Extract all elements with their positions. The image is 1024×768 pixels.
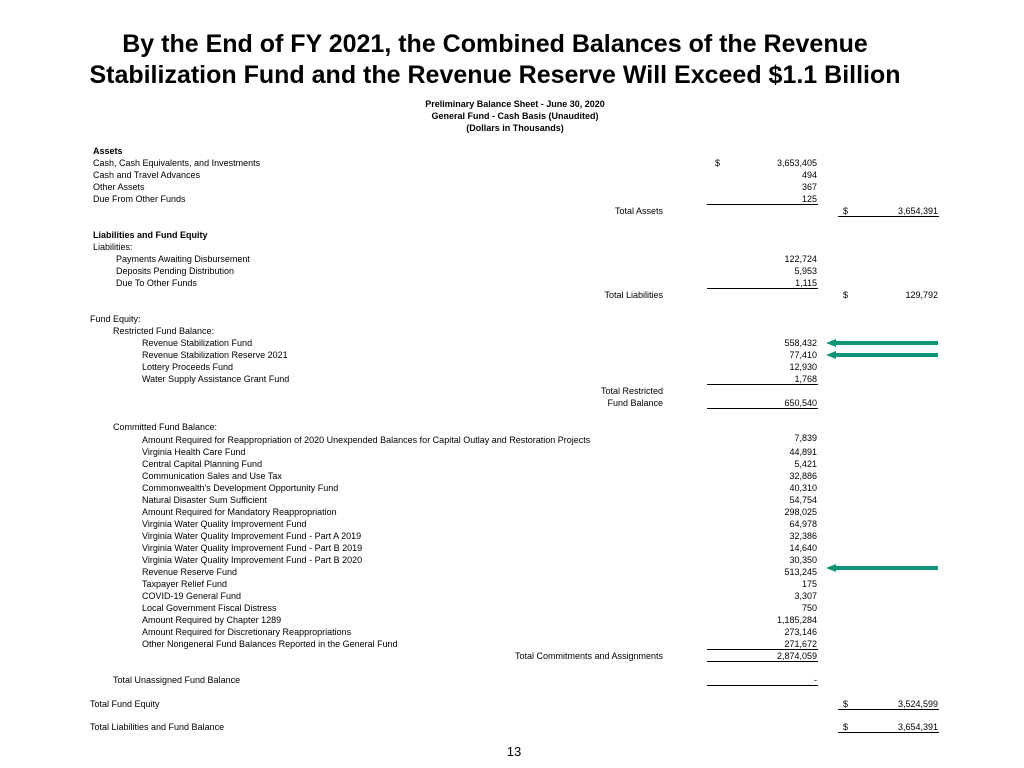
total-rule [838, 216, 939, 217]
restricted-value: 558,432 [784, 338, 817, 348]
total-fund-equity-label: Total Fund Equity [90, 699, 160, 709]
committed-value: 271,672 [784, 639, 817, 649]
asset-value: 125 [801, 194, 817, 204]
asset-label: Other Assets [93, 182, 145, 192]
unassigned-value: - [814, 675, 817, 685]
asset-label: Due From Other Funds [93, 194, 186, 204]
sheet-subtitle: General Fund - Cash Basis (Unaudited) [431, 111, 599, 121]
subtotal-rule [707, 288, 818, 289]
committed-value: 513,245 [784, 567, 817, 577]
committed-label: Taxpayer Relief Fund [142, 579, 228, 589]
assets-heading: Assets [93, 146, 123, 156]
asset-value: 494 [801, 170, 817, 180]
asset-label: Cash, Cash Equivalents, and Investments [93, 158, 261, 168]
subtotal-rule [707, 685, 818, 686]
unassigned-label: Total Unassigned Fund Balance [113, 675, 241, 685]
restricted-label: Revenue Stabilization Fund [142, 338, 253, 348]
restricted-value: 1,768 [794, 374, 817, 384]
sheet-title: Preliminary Balance Sheet - June 30, 2020 [425, 99, 605, 109]
highlight-arrow-icon [826, 564, 940, 572]
total-liabilities-value: 129,792 [905, 290, 938, 300]
restricted-label: Revenue Stabilization Reserve 2021 [142, 350, 288, 360]
committed-label: Central Capital Planning Fund [142, 459, 263, 469]
committed-label: Virginia Health Care Fund [142, 447, 246, 457]
committed-label: Revenue Reserve Fund [142, 567, 238, 577]
liability-value: 5,953 [794, 266, 817, 276]
total-assets-value: 3,654,391 [897, 206, 938, 216]
committed-label: Other Nongeneral Fund Balances Reported in the General Fund [142, 639, 398, 649]
committed-value: 750 [801, 603, 817, 613]
liability-label: Payments Awaiting Disbursement [116, 254, 250, 264]
committed-value: 1,185,284 [776, 615, 817, 625]
liability-value: 1,115 [795, 278, 817, 288]
total-rule [838, 732, 939, 733]
slide-title-line-2: Stabilization Fund and the Revenue Reserve Will Exceed $1.1 Billion [89, 61, 901, 89]
liabilities-subheading: Liabilities: [93, 242, 133, 252]
highlight-arrow-icon [826, 351, 940, 359]
restricted-value: 12,930 [789, 362, 817, 372]
total-committed-value: 2,874,059 [776, 651, 817, 661]
committed-value: 30,350 [789, 555, 817, 565]
committed-label: Virginia Water Quality Improvement Fund [142, 519, 307, 529]
subtotal-rule [707, 661, 818, 662]
committed-label: Amount Required by Chapter 1289 [142, 615, 282, 625]
liabilities-heading: Liabilities and Fund Equity [93, 230, 208, 240]
committed-label: Virginia Water Quality Improvement Fund - Part B 2020 [142, 555, 363, 565]
committed-value: 5,421 [794, 459, 817, 469]
committed-value: 273,146 [784, 627, 817, 637]
committed-heading: Committed Fund Balance: [113, 422, 218, 432]
subtotal-rule [707, 408, 818, 409]
currency-symbol: $ [715, 158, 721, 168]
total-restricted-value: 650,540 [784, 398, 817, 408]
committed-value: 64,978 [789, 519, 817, 529]
sheet-units: (Dollars in Thousands) [466, 123, 564, 133]
liability-label: Due To Other Funds [116, 278, 197, 288]
total-restricted-label: Total Restricted [600, 386, 663, 396]
highlight-arrow-icon [826, 339, 940, 347]
committed-label: Natural Disaster Sum Sufficient [142, 495, 267, 505]
committed-label: Commonwealth's Development Opportunity Fund [142, 483, 339, 493]
asset-value: 3,653,405 [776, 158, 817, 168]
committed-value: 175 [801, 579, 817, 589]
total-restricted-label-2: Fund Balance [607, 398, 663, 408]
total-fund-equity-value: 3,524,599 [897, 699, 938, 709]
asset-value: 367 [801, 182, 817, 192]
committed-label: Communication Sales and Use Tax [142, 471, 282, 481]
total-assets-label: Total Assets [614, 206, 663, 216]
subtotal-rule [707, 649, 818, 650]
subtotal-rule [707, 384, 818, 385]
committed-value: 32,886 [789, 471, 817, 481]
restricted-heading: Restricted Fund Balance: [113, 326, 215, 336]
grand-total-label: Total Liabilities and Fund Balance [90, 722, 225, 732]
committed-value: 40,310 [789, 483, 817, 493]
committed-label: COVID-19 General Fund [142, 591, 242, 601]
currency-symbol: $ [843, 722, 849, 732]
committed-label: Amount Required for Discretionary Reappropriations [142, 627, 352, 637]
committed-label: Amount Required for Reappropriation of 2020 Unexpended Balances for Capital Outlay and Restoration Projects [142, 435, 591, 445]
committed-value: 3,307 [794, 591, 817, 601]
committed-value: 7,839 [794, 433, 817, 443]
restricted-label: Lottery Proceeds Fund [142, 362, 234, 372]
grand-total-value: 3,654,391 [897, 722, 938, 732]
restricted-value: 77,410 [789, 350, 817, 360]
committed-value: 54,754 [789, 495, 817, 505]
currency-symbol: $ [843, 290, 849, 300]
currency-symbol: $ [843, 206, 849, 216]
committed-label: Local Government Fiscal Distress [142, 603, 277, 613]
total-liabilities-label: Total Liabilities [604, 290, 663, 300]
slide-title-line-1: By the End of FY 2021, the Combined Balances of the Revenue [122, 30, 868, 58]
currency-symbol: $ [843, 699, 849, 709]
fund-equity-heading: Fund Equity: [90, 314, 141, 324]
committed-label: Amount Required for Mandatory Reappropriation [142, 507, 337, 517]
committed-value: 14,640 [789, 543, 817, 553]
asset-label: Cash and Travel Advances [93, 170, 201, 180]
committed-label: Virginia Water Quality Improvement Fund - Part A 2019 [142, 531, 362, 541]
committed-value: 32,386 [789, 531, 817, 541]
committed-label: Virginia Water Quality Improvement Fund - Part B 2019 [142, 543, 363, 553]
subtotal-rule [707, 204, 818, 205]
restricted-label: Water Supply Assistance Grant Fund [142, 374, 290, 384]
page-number: 13 [506, 744, 522, 759]
liability-value: 122,724 [784, 254, 817, 264]
total-rule [838, 709, 939, 710]
liability-label: Deposits Pending Distribution [116, 266, 235, 276]
total-committed-label: Total Commitments and Assignments [514, 651, 663, 661]
committed-value: 44,891 [789, 447, 817, 457]
committed-value: 298,025 [784, 507, 817, 517]
